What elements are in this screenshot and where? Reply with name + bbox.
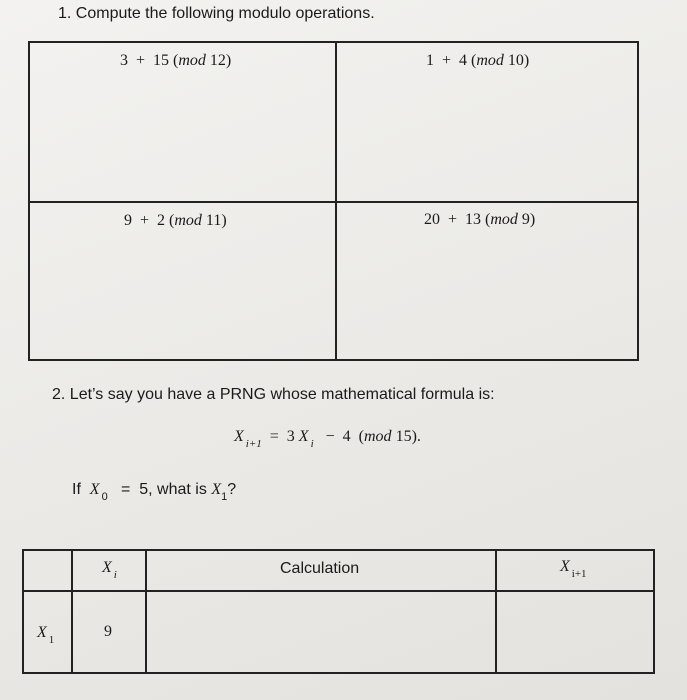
table-divider [495,551,497,672]
header-calculation: Calculation [280,560,360,577]
modulo-problem-1: 3 + 15 (mod 12) [120,52,232,69]
modulo-problem-2: 1 + 4 (mod 10) [426,52,530,69]
table-divider [24,590,653,592]
question-1-title: 1. Compute the following modulo operations. [58,5,375,22]
header-x-next: X $_{i+1}$ [560,558,587,580]
header-xi: X $_i$ [102,559,117,581]
table-divider [71,551,73,672]
row-xi-value: 9 [104,623,112,640]
calculation-table [22,549,655,674]
grid-divider-horizontal [30,201,637,203]
calculation-answer-cell[interactable] [154,599,484,669]
table-divider [145,551,147,672]
prng-formula: X $_{i+1}$ = 3 X $_i$ − 4 (mod 15). [234,428,421,450]
modulo-problem-4: 20 + 13 (mod 9) [424,211,536,228]
x-next-answer-cell[interactable] [504,599,644,669]
row-label-x1: X $_1$ [37,624,55,646]
question-2-title: 2. Let’s say you have a PRNG whose mathematical formula is: [52,386,495,403]
modulo-problem-3: 9 + 2 (mod 11) [124,212,227,229]
modulo-grid [28,41,639,361]
seed-question: If X $_0$ = 5, what is $X_1$? [72,481,237,503]
